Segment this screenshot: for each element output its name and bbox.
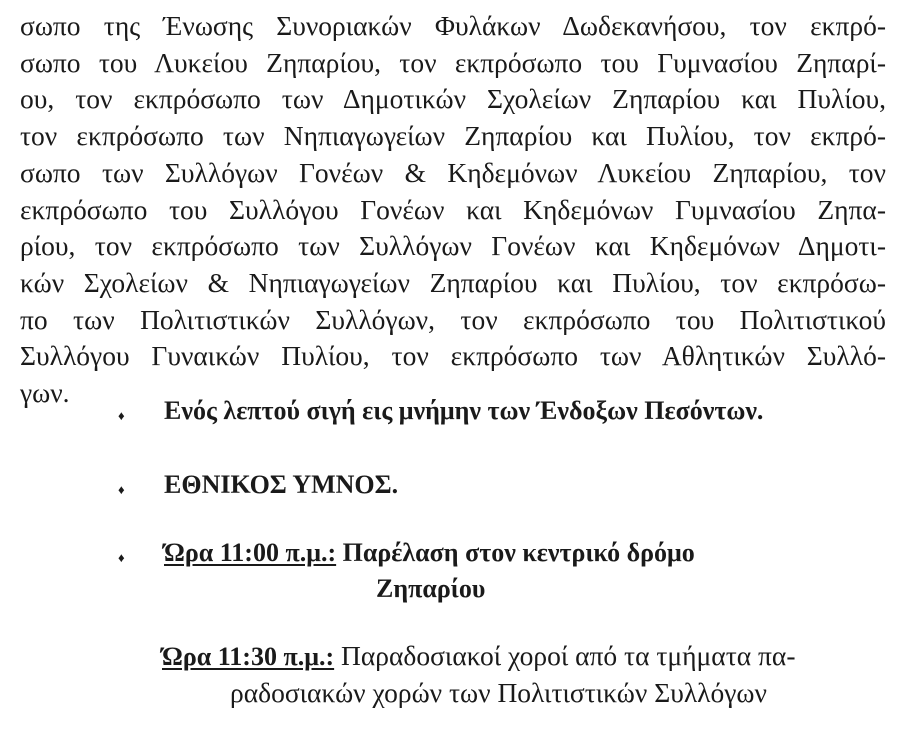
paragraph-line: ου, τον εκπρόσωπο των Δημοτικών Σχολείων Ζηπαρίου και Πυλίου,	[20, 83, 886, 115]
paragraph-line: σωπο του Λυκείου Ζηπαρίου, τον εκπρόσωπο του Γυμνασίου Ζηπαρί-	[20, 46, 886, 78]
schedule-description: Παρέλαση στον κεντρικό δρόμο	[336, 538, 695, 567]
diamond-bullet-icon: ♦	[118, 408, 125, 423]
diamond-bullet-icon: ♦	[118, 482, 125, 497]
paragraph-line: πο των Πολιτιστικών Συλλόγων, τον εκπρόσωπο του Πολιτιστικού	[20, 303, 886, 335]
bullet-text: Ενός λεπτού σιγή εις μνήμην των Ένδοξων Πεσόντων.	[164, 396, 764, 425]
body-paragraph	[20, 8, 886, 412]
paragraph-line: Συλλόγου Γυναικών Πυλίου, τον εκπρόσωπο των Αθλητικών Συλλό-	[20, 340, 886, 372]
schedule-time: Ώρα 11:30 π.μ.:	[162, 642, 335, 671]
schedule-continuation: ραδοσιακών χορών των Πολιτιστικών Συλλόγων	[230, 677, 767, 708]
paragraph-line: τον εκπρόσωπο των Νηπιαγωγείων Ζηπαρίου και Πυλίου, τον εκπρό-	[20, 120, 886, 152]
paragraph-line: ρίου, τον εκπρόσωπο των Συλλόγων Γονέων και Κηδεμόνων Δημοτι-	[20, 230, 886, 262]
paragraph-line: σωπο της Ένωσης Συνοριακών Φυλάκων Δωδεκανήσου, τον εκπρό-	[20, 10, 886, 41]
paragraph-line: γων.	[20, 377, 70, 409]
schedule-item-dances	[162, 640, 796, 708]
schedule-time: Ώρα 11:00 π.μ.:	[164, 538, 337, 567]
paragraph-line: σωπο των Συλλόγων Γονέων & Κηδεμόνων Λυκείου Ζηπαρίου, τον	[20, 156, 886, 188]
bullet-text: ΕΘΝΙΚΟΣ ΥΜΝΟΣ.	[164, 470, 399, 499]
schedule-description: Παραδοσιακοί χοροί από τα τμήματα πα-	[334, 640, 796, 671]
bullet-text	[164, 538, 695, 568]
schedule-continuation: Ζηπαρίου	[376, 574, 486, 603]
paragraph-line: εκπρόσωπο του Συλλόγου Γονέων και Κηδεμόνων Γυμνασίου Ζηπα-	[20, 193, 886, 225]
diamond-bullet-icon: ♦	[118, 550, 125, 565]
paragraph-line: κών Σχολείων & Νηπιαγωγείων Ζηπαρίου και Πυλίου, τον εκπρόσω-	[20, 266, 886, 298]
